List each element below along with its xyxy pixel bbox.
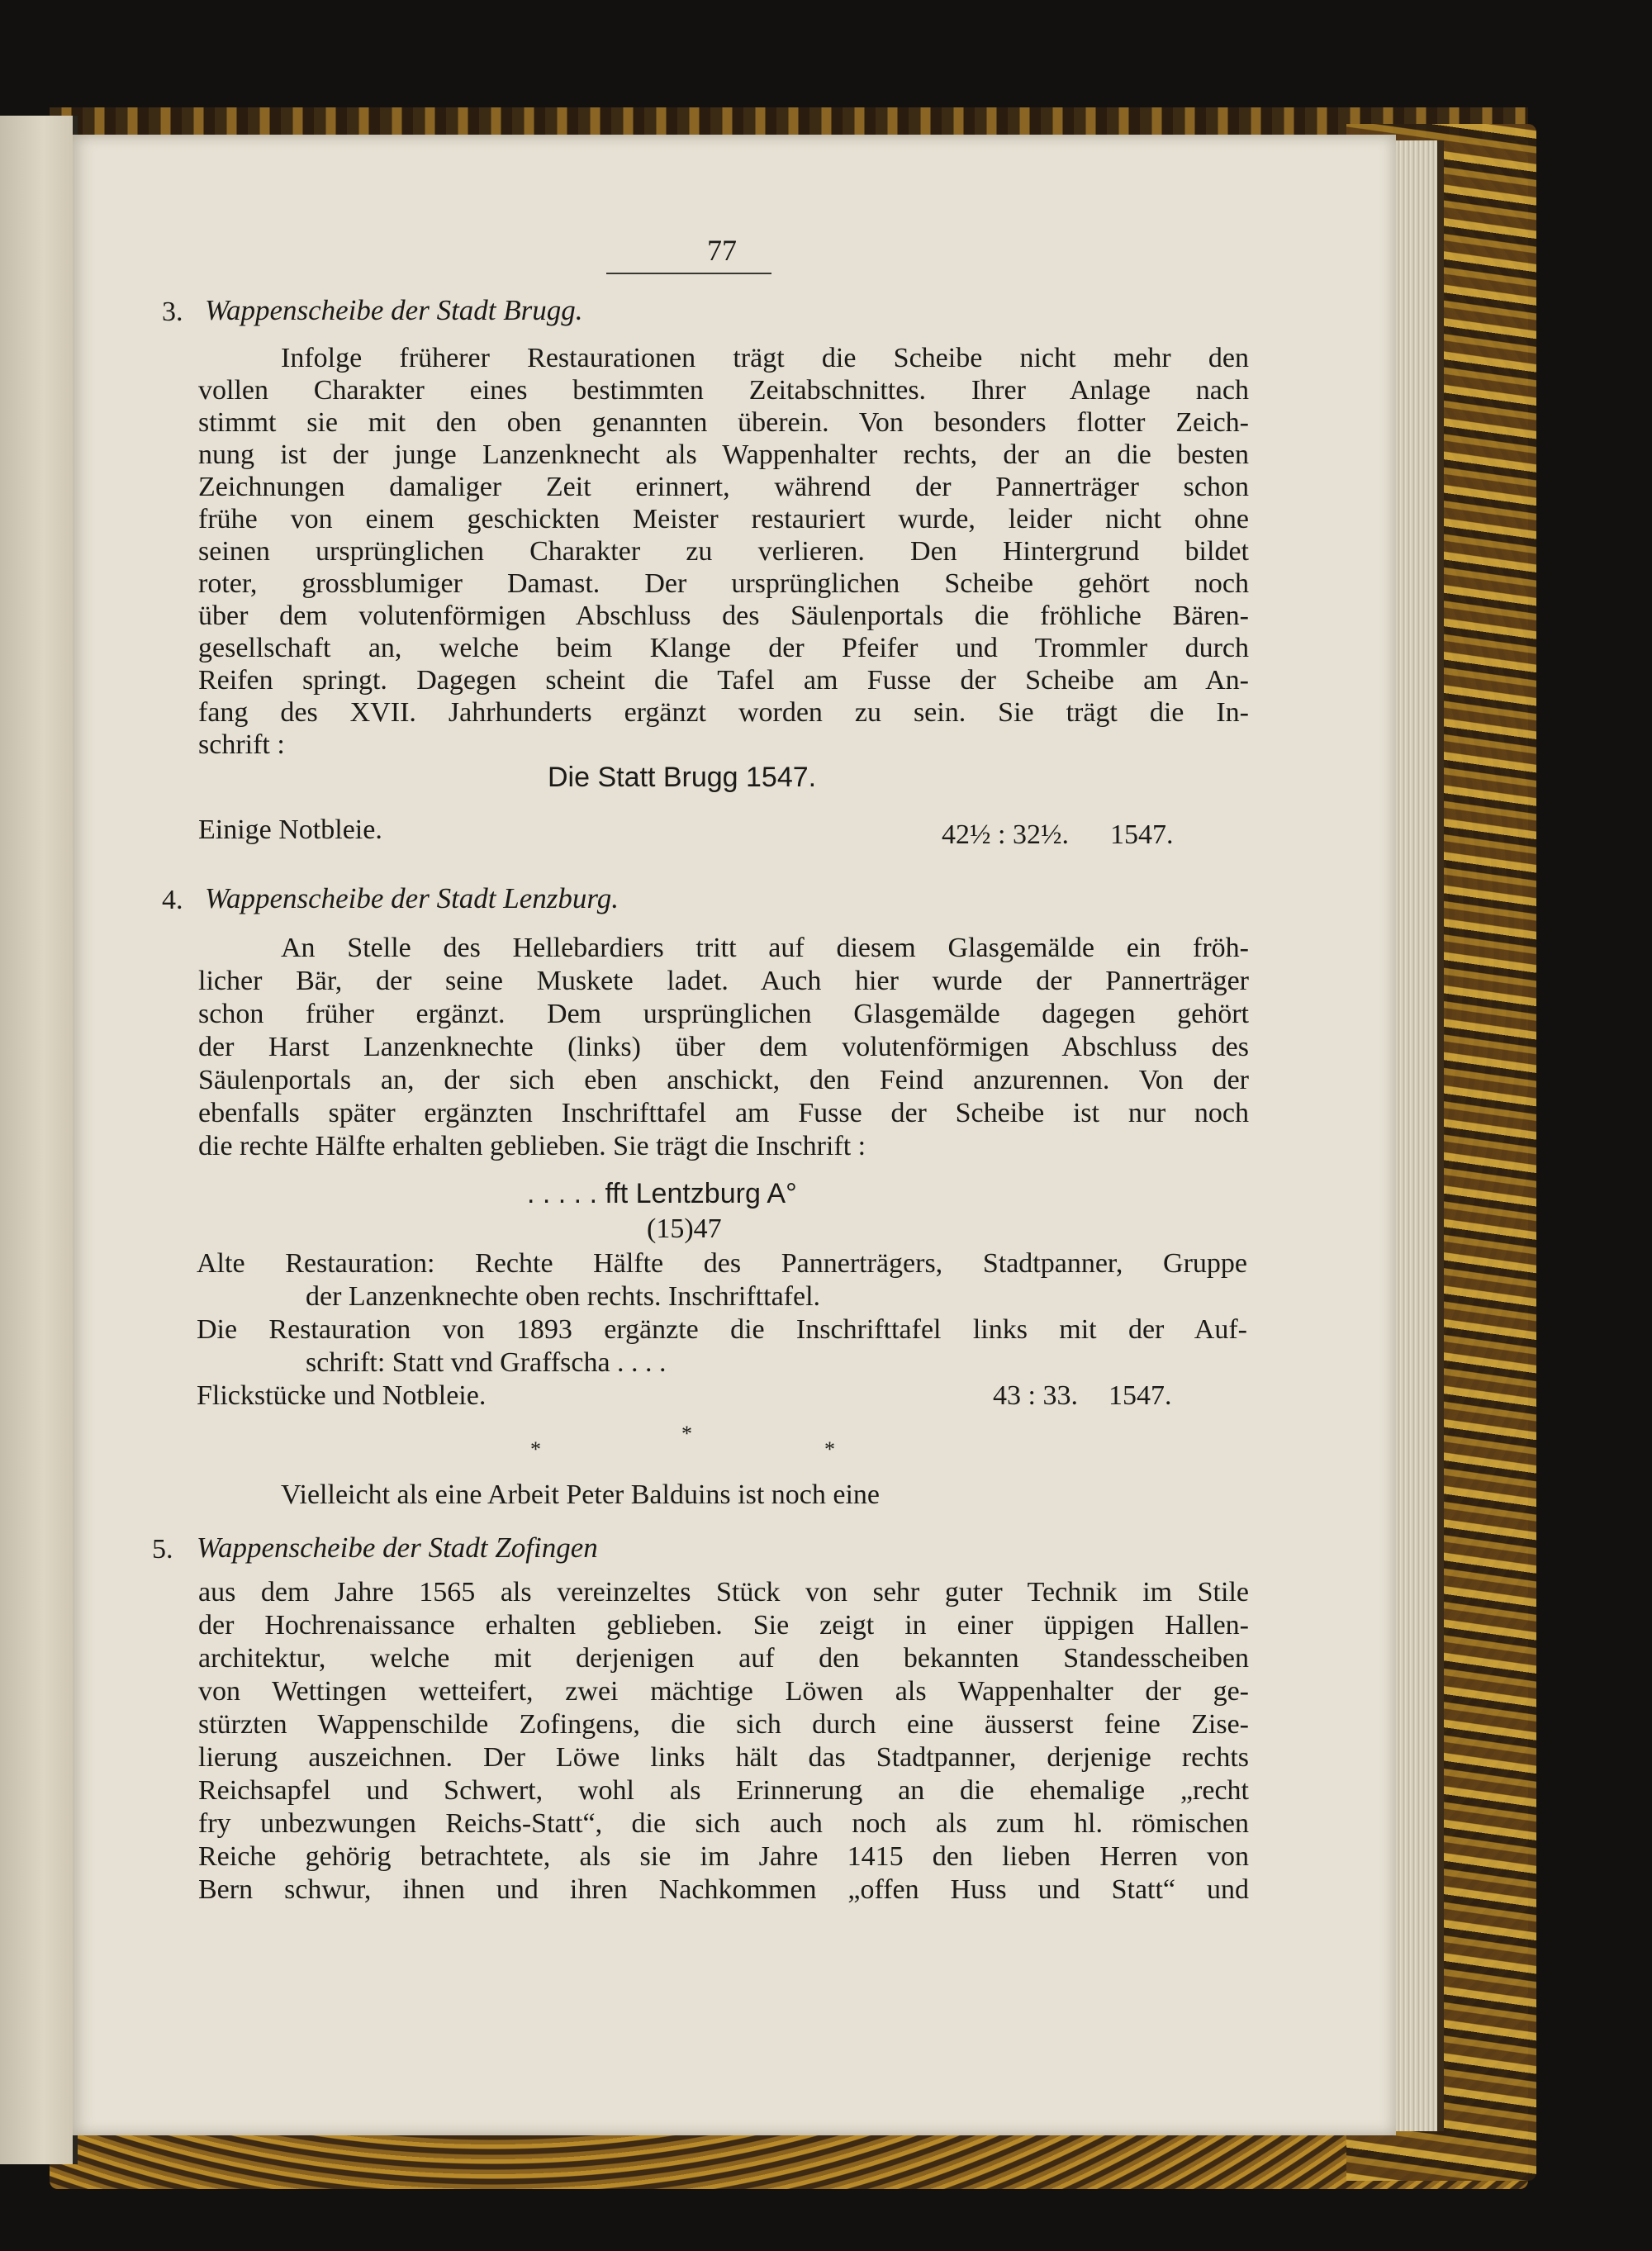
section-4-restoration-1b: der Lanzenknechte oben rechts. Inschrifttafel. [306,1281,821,1312]
section-4-note: Flickstücke und Notbleie. [197,1380,487,1411]
section-5-line-3: architektur, welche mit derjenigen auf den bekannten Standesscheiben [198,1643,1249,1674]
page-stack-edge [1396,140,1437,2131]
section-3-line-3: stimmt sie mit den oben genannten überein. Von besonders flotter Zeich- [198,407,1249,438]
section-5-line-10: Bern schwur, ihnen und ihren Nachkommen „offen Huss und Statt“ und [198,1874,1249,1905]
section-4-line-5: Säulenportals an, der sich eben anschickt, den Feind anzurennen. Von der [198,1065,1249,1095]
separator-star-center: * [681,1422,692,1446]
page-number: 77 [707,234,737,267]
section-3-line-12: fang des XVII. Jahrhunderts ergänzt worden zu sein. Sie trägt die In- [198,697,1249,728]
section-3-line-13: schrift : [198,729,285,760]
section-3-line-9: über dem volutenförmigen Abschluss des Säulenportals die fröhliche Bären- [198,601,1249,631]
section-3-inscription: Die Statt Brugg 1547. [548,762,817,793]
section-4-line-1: An Stelle des Hellebardiers tritt auf diesem Glasgemälde ein fröh- [281,933,1249,963]
book-page [73,135,1396,2135]
section-5-lead-in: Vielleicht als eine Arbeit Peter Balduins ist noch eine [281,1479,880,1510]
section-4-restoration-2b: schrift: Statt vnd Graffscha . . . . [306,1347,667,1378]
left-facing-page [0,116,74,2164]
section-4-line-2: licher Bär, der seine Muskete ladet. Auch hier wurde der Pannerträger [198,966,1249,996]
section-5-line-4: von Wettingen wetteifert, zwei mächtige Löwen als Wappenhalter der ge- [198,1676,1249,1707]
section-3-line-4: nung ist der junge Lanzenknecht als Wappenhalter rechts, der an die besten [198,439,1249,470]
section-3-line-10: gesellschaft an, welche beim Klange der Pfeifer und Trommler durch [198,633,1249,663]
section-3-measure: 42½ : 32½. [942,819,1069,850]
section-4-line-4: der Harst Lanzenknechte (links) über dem volutenförmigen Abschluss des [198,1032,1249,1062]
section-5-line-1: aus dem Jahre 1565 als vereinzeltes Stück von sehr guter Technik im Stile [198,1577,1249,1608]
separator-star-right: * [824,1437,835,1461]
section-5-line-8: fry unbezwungen Reichs-Statt“, die sich auch noch als zum hl. römischen [198,1808,1249,1839]
section-4-measure: 43 : 33. [993,1380,1078,1411]
section-5-number: 5. [152,1534,173,1565]
section-3-year: 1547. [1110,819,1174,850]
section-4-inscription-year: (15)47 [647,1213,722,1244]
section-5-line-6: lierung auszeichnen. Der Löwe links hält das Stadtpanner, derjenige rechts [198,1742,1249,1773]
section-4-number: 4. [162,885,183,915]
section-4-year: 1547. [1108,1380,1172,1411]
section-5-line-9: Reiche gehörig betrachtete, als sie im Jahre 1415 den lieben Herren von [198,1841,1249,1872]
section-4-line-3: schon früher ergänzt. Dem ursprünglichen Glasgemälde dagegen gehört [198,999,1249,1029]
page-number-rule [606,273,771,274]
section-3-note: Einige Notbleie. [198,814,382,845]
section-3-line-2: vollen Charakter eines bestimmten Zeitabschnittes. Ihrer Anlage nach [198,375,1249,406]
section-3-line-11: Reifen springt. Dagegen scheint die Tafel am Fusse der Scheibe am An- [198,665,1249,696]
section-3-line-1: Infolge früherer Restaurationen trägt die Scheibe nicht mehr den [281,343,1249,373]
page-stack-shadow [1437,140,1444,2131]
section-3-line-5: Zeichnungen damaliger Zeit erinnert, während der Pannerträger schon [198,472,1249,502]
section-3-line-7: seinen ursprünglichen Charakter zu verlieren. Den Hintergrund bildet [198,536,1249,567]
section-4-restoration-2a: Die Restauration von 1893 ergänzte die Inschrifttafel links mit der Auf- [197,1314,1247,1345]
section-4-restoration-1a: Alte Restauration: Rechte Hälfte des Pannerträgers, Stadtpanner, Gruppe [197,1248,1247,1279]
section-3-number: 3. [162,297,183,327]
section-5-line-5: stürzten Wappenschilde Zofingens, die sich durch eine äusserst feine Zise- [198,1709,1249,1740]
section-3-line-8: roter, grossblumiger Damast. Der ursprünglichen Scheibe gehört noch [198,568,1249,599]
section-4-line-6: ebenfalls später ergänzten Inschrifttafel am Fusse der Scheibe ist nur noch [198,1098,1249,1128]
section-5-title: Wappenscheibe der Stadt Zofingen [197,1532,598,1564]
section-4-title: Wappenscheibe der Stadt Lenzburg. [205,882,619,914]
section-5-line-7: Reichsapfel und Schwert, wohl als Erinnerung an die ehemalige „recht [198,1775,1249,1806]
section-3-line-6: frühe von einem geschickten Meister restauriert wurde, leider nicht ohne [198,504,1249,534]
section-3-title: Wappenscheibe der Stadt Brugg. [205,294,583,326]
section-4-inscription: . . . . . fft Lentzburg A° [527,1178,797,1209]
section-4-line-7: die rechte Hälfte erhalten geblieben. Sie trägt die Inschrift : [198,1131,866,1161]
separator-star-left: * [530,1437,541,1461]
section-5-line-2: der Hochrenaissance erhalten geblieben. Sie zeigt in einer üppigen Hallen- [198,1610,1249,1641]
